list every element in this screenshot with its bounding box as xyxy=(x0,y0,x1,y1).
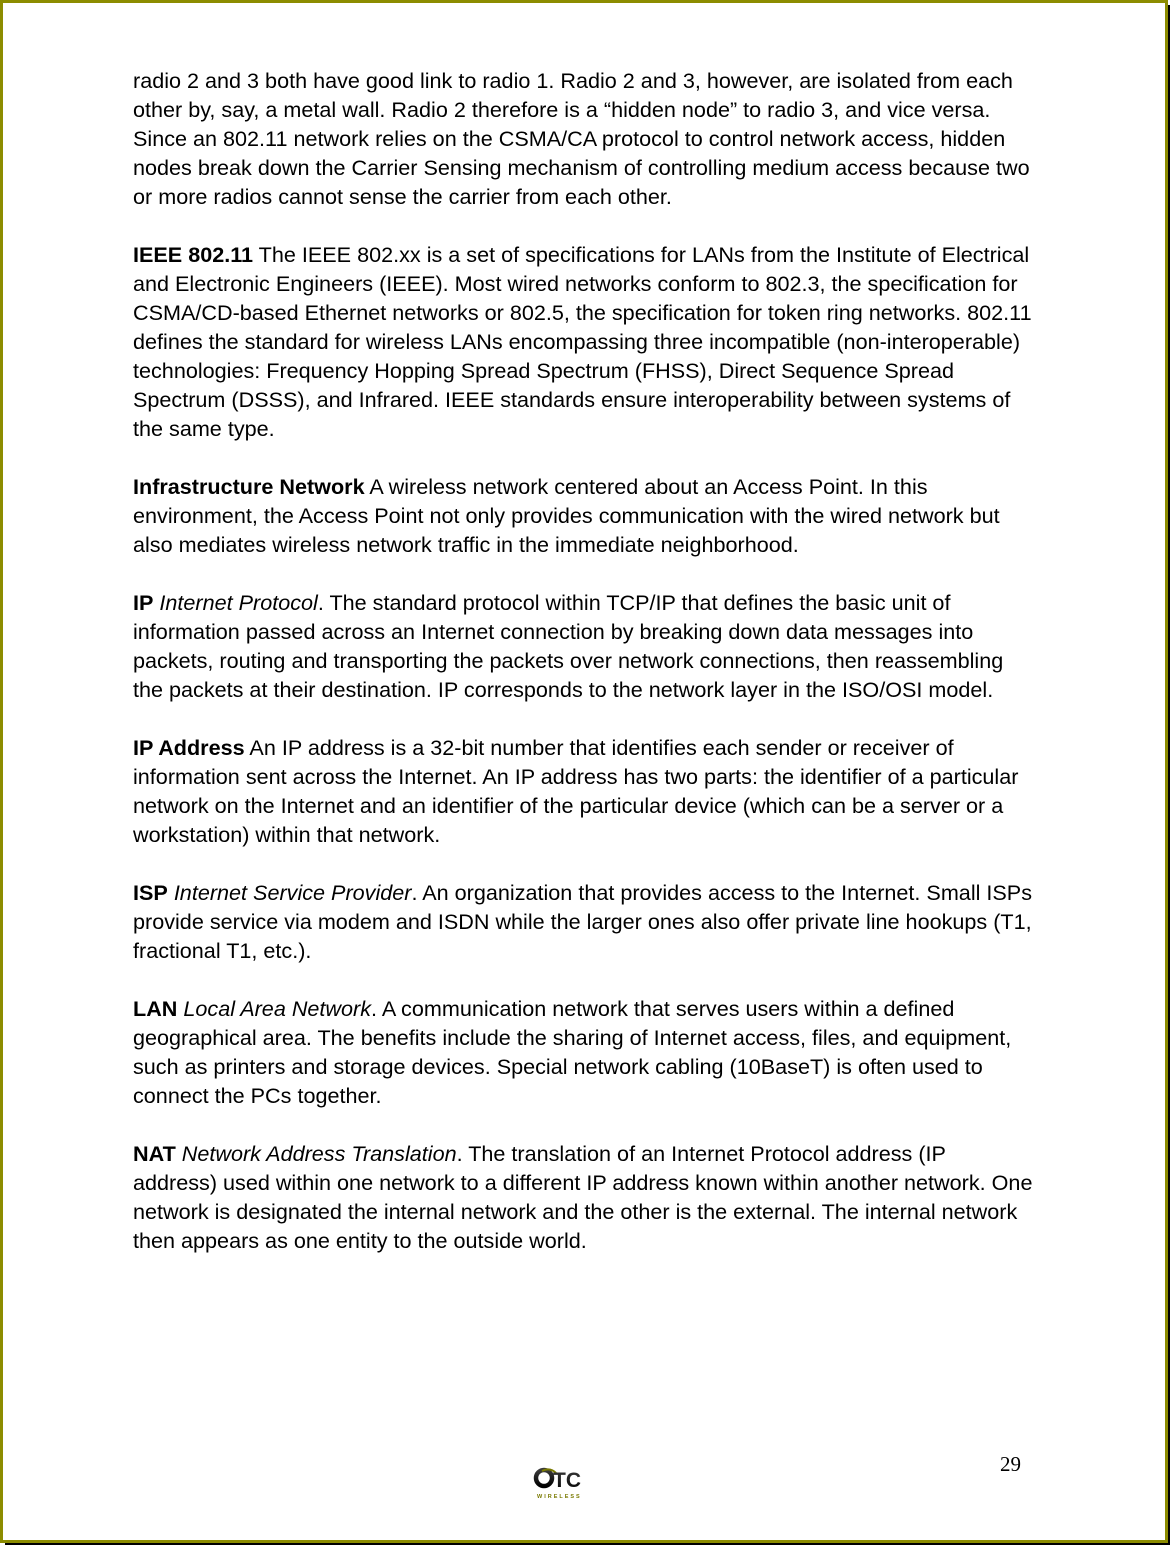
glossary-entry-ieee-802-11: IEEE 802.11 The IEEE 802.xx is a set of specifications for LANs from the Institute of Electrical and Electronic Engineers (IEEE). Most wired networks conform to 802.3, the specification for CSMA/CD-based Ethernet networks or 802.5, the specification for token ring networks. 802.11 defines the standard for wireless LANs encompassing three incompatible (non-interoperable) technologies: Frequency Hopping Spread Spectrum (FHSS), Direct Sequence Spread Spectrum (DSSS), and Infrared. IEEE standards ensure interoperability between systems of the same type. xyxy=(133,242,1032,441)
glossary-entry-nat: NAT Network Address Translation. The translation of an Internet Protocol address (IP address) used within one network to a different IP address known within another network. One network is designated the internal network and the other is the external. The internal network then appears as one entity to the outside world. xyxy=(133,1141,1033,1253)
glossary-term: Infrastructure Network xyxy=(133,474,365,499)
glossary-body xyxy=(133,66,1033,1284)
glossary-entry-lan: LAN Local Area Network. A communication network that serves users within a defined geographical area. The benefits include the sharing of Internet access, files, and equipment, such as printers and storage devices. Special network cabling (10BaseT) is often used to connect the PCs together. xyxy=(133,996,1012,1108)
otc-wireless-logo xyxy=(532,1465,600,1501)
glossary-term: NAT xyxy=(133,1141,176,1166)
glossary-entry-ip: IP Internet Protocol. The standard protocol within TCP/IP that defines the basic unit of information passed across an Internet connection by breaking down data messages into packets, routing and transporting the packets over network connections, then reassembling the packets at their destination. IP corresponds to the network layer in the ISO/OSI model. xyxy=(133,590,1004,702)
logo-wordmark: TC xyxy=(553,1469,581,1492)
glossary-expansion: Internet Service Provider xyxy=(173,880,412,905)
glossary-expansion: Local Area Network xyxy=(183,996,372,1021)
glossary-term: ISP xyxy=(133,880,168,905)
glossary-entry-hidden-node-cont: radio 2 and 3 both have good link to radio 1. Radio 2 and 3, however, are isolated from each other by, say, a metal wall. Radio 2 therefore is a “hidden node” to radio 3, and vice versa. Since an 802.11 network relies on the CSMA/CA protocol to control network access, hidden nodes break down the Carrier Sensing mechanism of controlling medium access because two or more radios cannot sense the carrier from each other. xyxy=(133,68,1030,209)
glossary-expansion: Internet Protocol xyxy=(159,590,318,615)
glossary-entry-infrastructure-network: Infrastructure Network A wireless network centered about an Access Point. In this environment, the Access Point not only provides communication with the wired network but also mediates wireless network traffic in the immediate neighborhood. xyxy=(133,474,1000,557)
glossary-term: LAN xyxy=(133,996,178,1021)
glossary-term: IP xyxy=(133,590,154,615)
glossary-entry-ip-address: IP Address An IP address is a 32-bit number that identifies each sender or receiver of information sent across the Internet. An IP address has two parts: the identifier of a particular network on the Internet and an identifier of the particular device (which can be a server or a workstation) within that network. xyxy=(133,735,1019,847)
otc-wireless-logo-icon xyxy=(532,1465,600,1501)
logo-subtext: WIRELESS xyxy=(537,1494,582,1500)
page-number: 29 xyxy=(1000,1452,1021,1476)
glossary-term: IEEE 802.11 xyxy=(133,242,254,267)
glossary-entry-isp: ISP Internet Service Provider. An organization that provides access to the Internet. Small ISPs provide service via modem and ISDN while the larger ones also offer private line hookups (T1, fractional T1, etc.). xyxy=(133,880,1033,963)
glossary-term: IP Address xyxy=(133,735,245,760)
glossary-expansion: Network Address Translation xyxy=(181,1141,457,1166)
